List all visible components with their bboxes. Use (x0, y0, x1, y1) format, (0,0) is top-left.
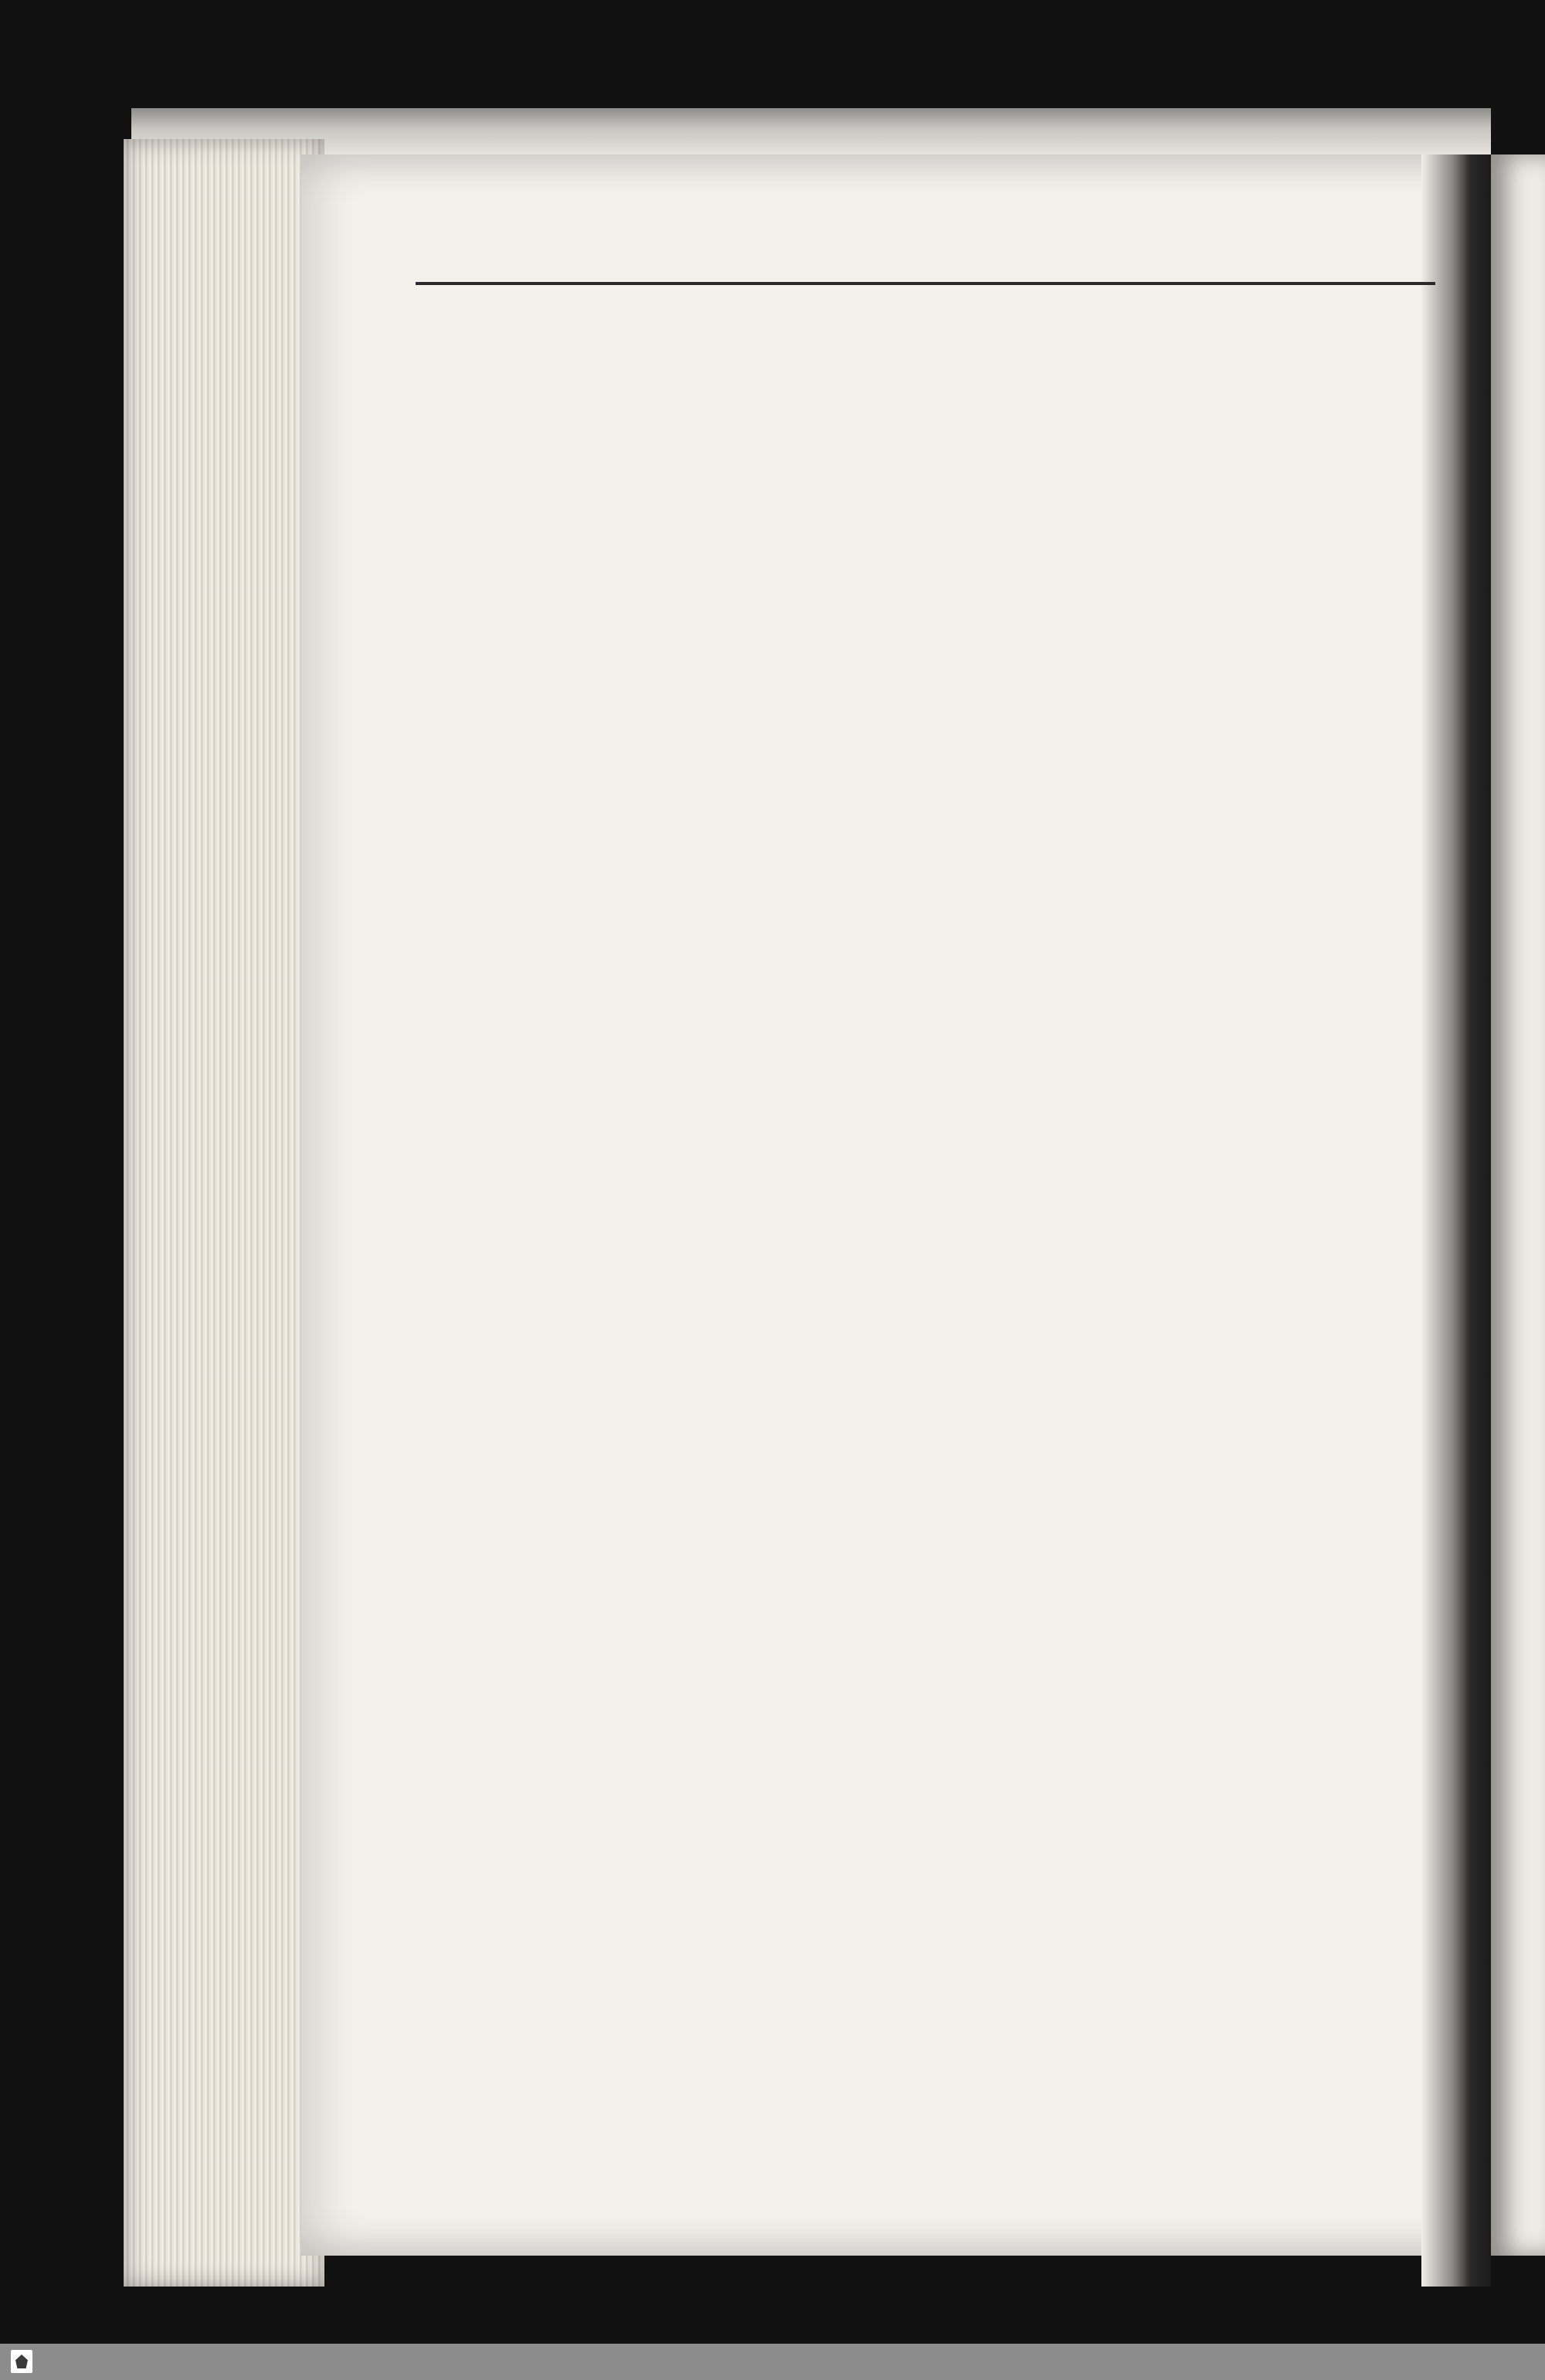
book-gutter (1421, 154, 1491, 2287)
facing-page-edge (1491, 154, 1545, 2256)
page-stack-top-edge (131, 108, 1491, 154)
institution-logo-icon (11, 2350, 32, 2373)
footer-bar (0, 2344, 1545, 2380)
page-header (416, 220, 1435, 285)
page-stack-fore-edge (124, 139, 324, 2287)
book (124, 108, 1545, 2333)
left-page (301, 154, 1545, 2256)
